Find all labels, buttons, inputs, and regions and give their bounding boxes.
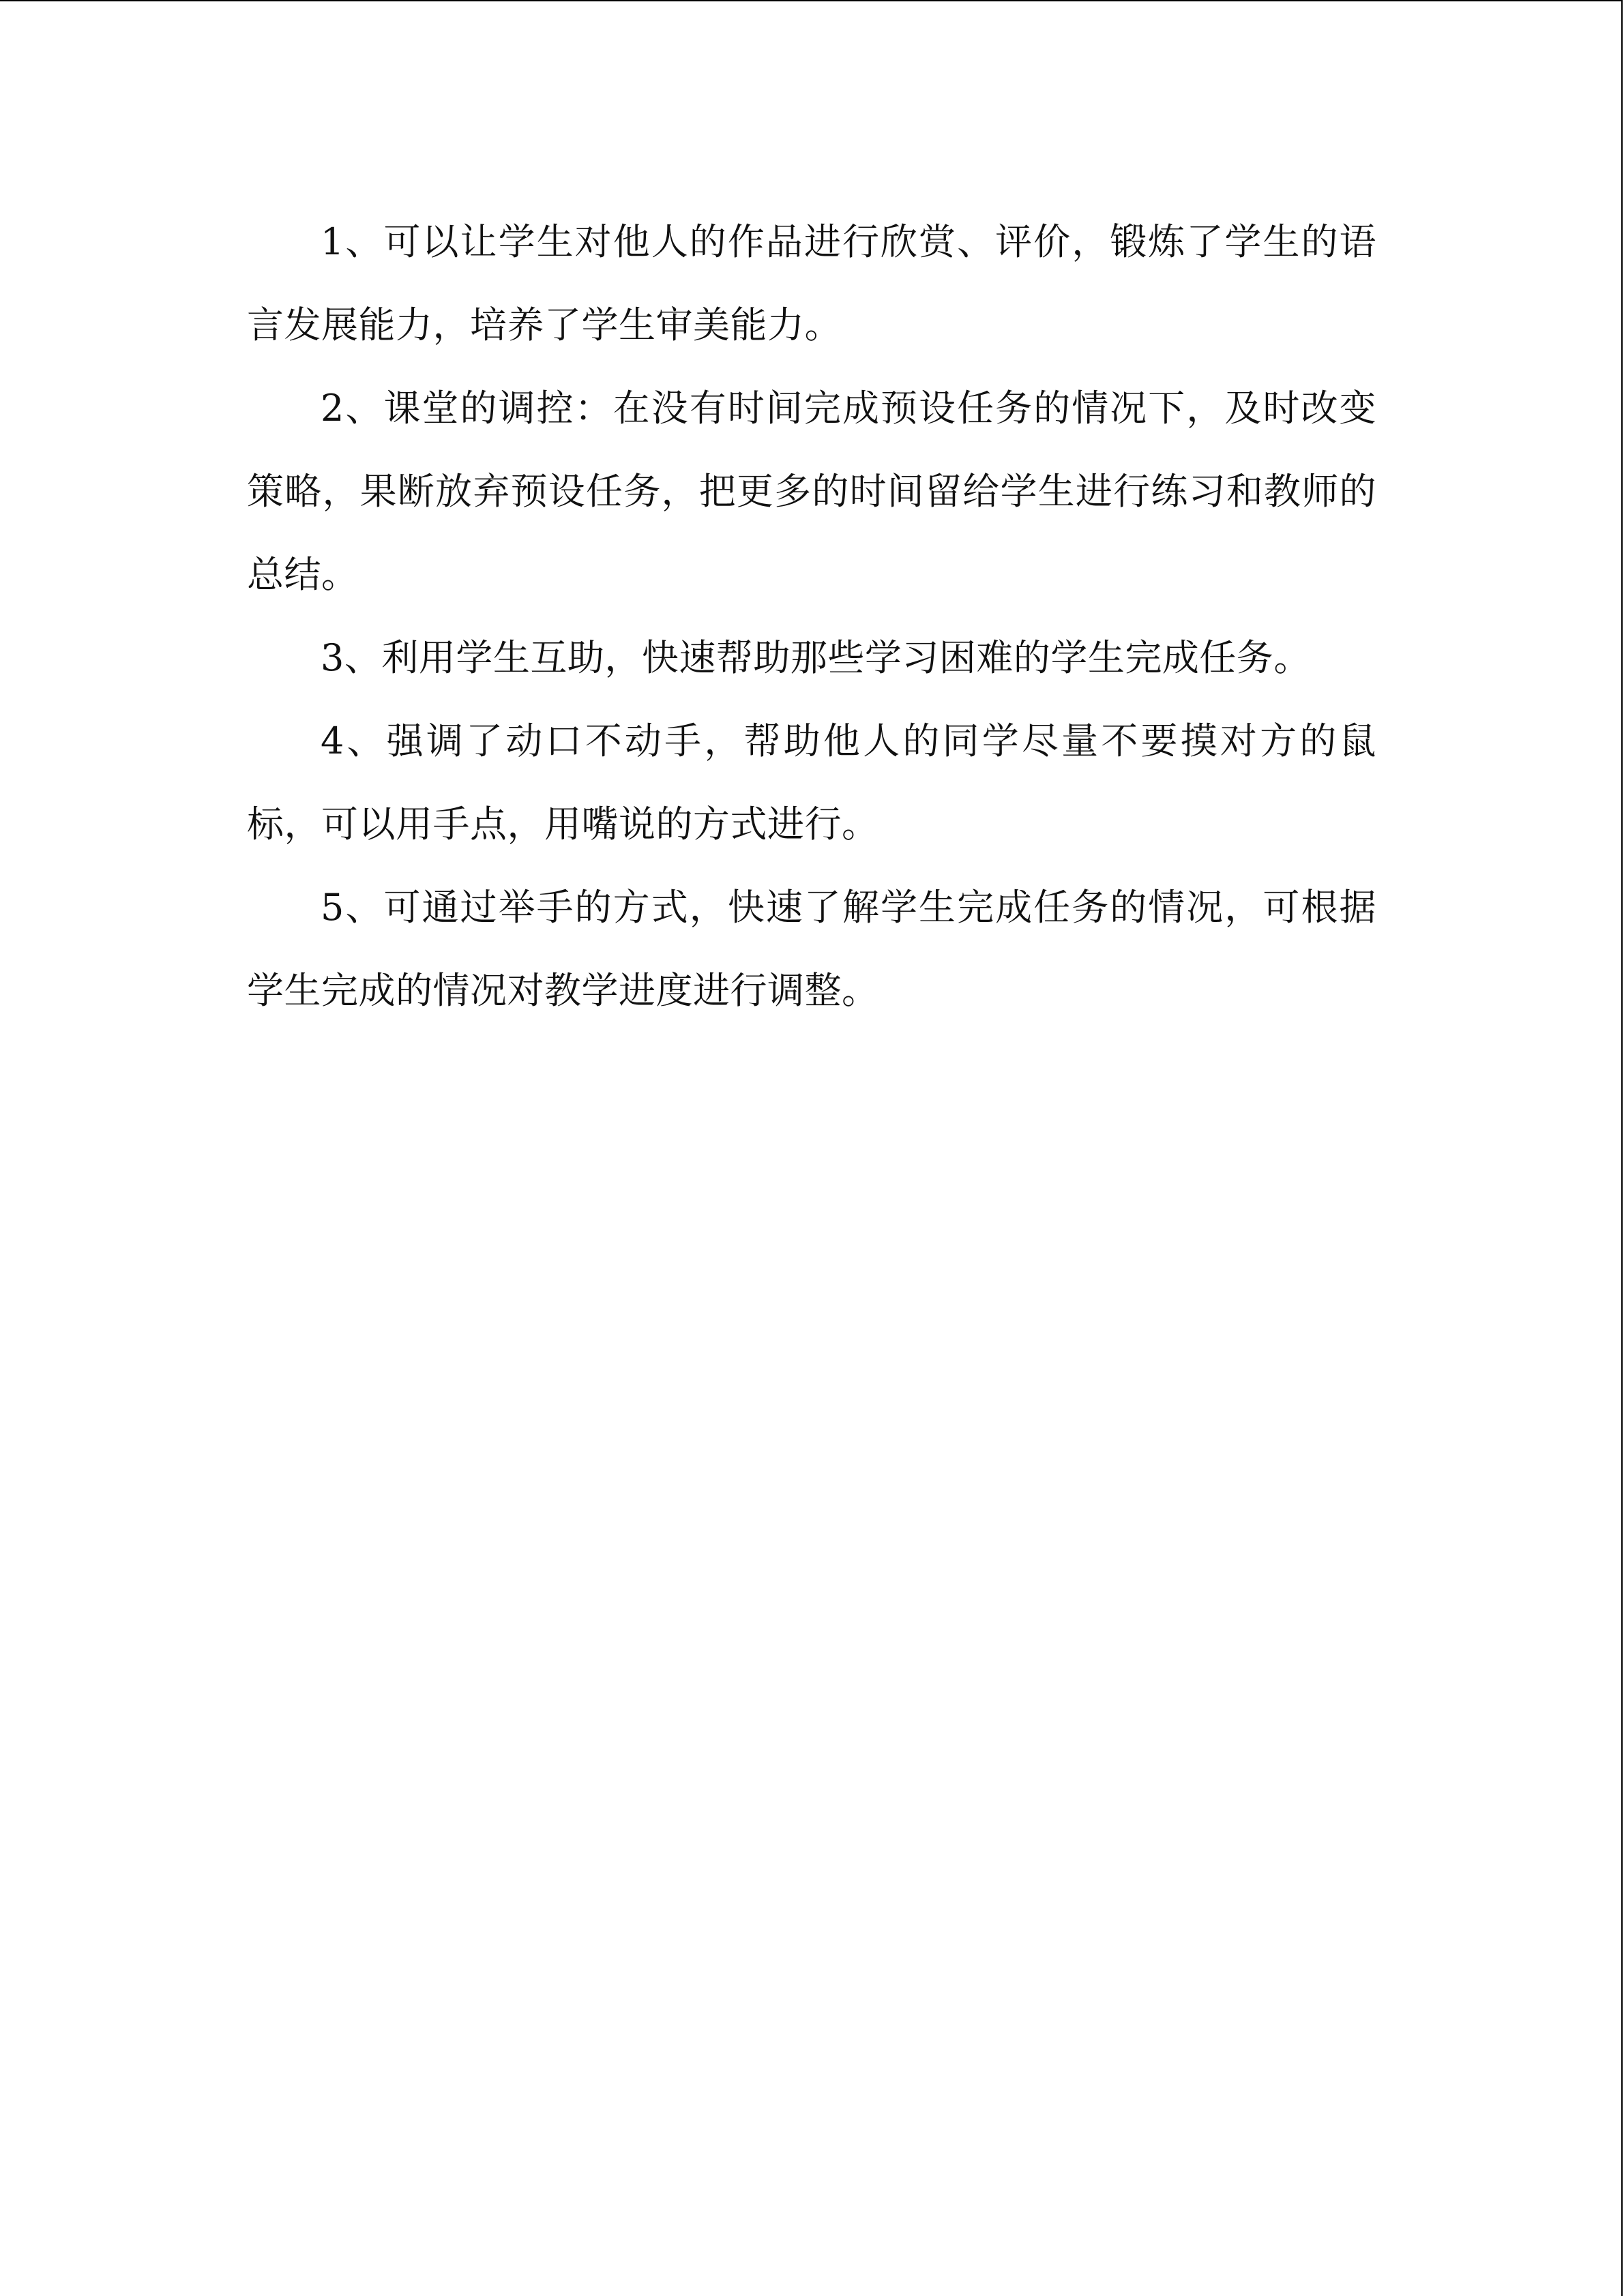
- paragraph-1: 1、可以让学生对他人的作品进行欣赏、评价，锻炼了学生的语言发展能力，培养了学生审美能力。: [247, 220, 1376, 346]
- paragraph-4: 4、强调了动口不动手，帮助他人的同学尽量不要摸对方的鼠标，可以用手点，用嘴说的方式进行。: [247, 719, 1376, 846]
- document-body: [247, 200, 1376, 1032]
- paragraph-3: 3、利用学生互助，快速帮助那些学习困难的学生完成任务。: [321, 636, 1311, 679]
- paragraph-2: 2、课堂的调控：在没有时间完成预设任务的情况下，及时改变策略，果断放弃预设任务，把更多的时间留给学生进行练习和教师的总结。: [247, 387, 1376, 596]
- paragraph-5: 5、可通过举手的方式，快速了解学生完成任务的情况，可根据学生完成的情况对教学进度进行调整。: [247, 886, 1376, 1012]
